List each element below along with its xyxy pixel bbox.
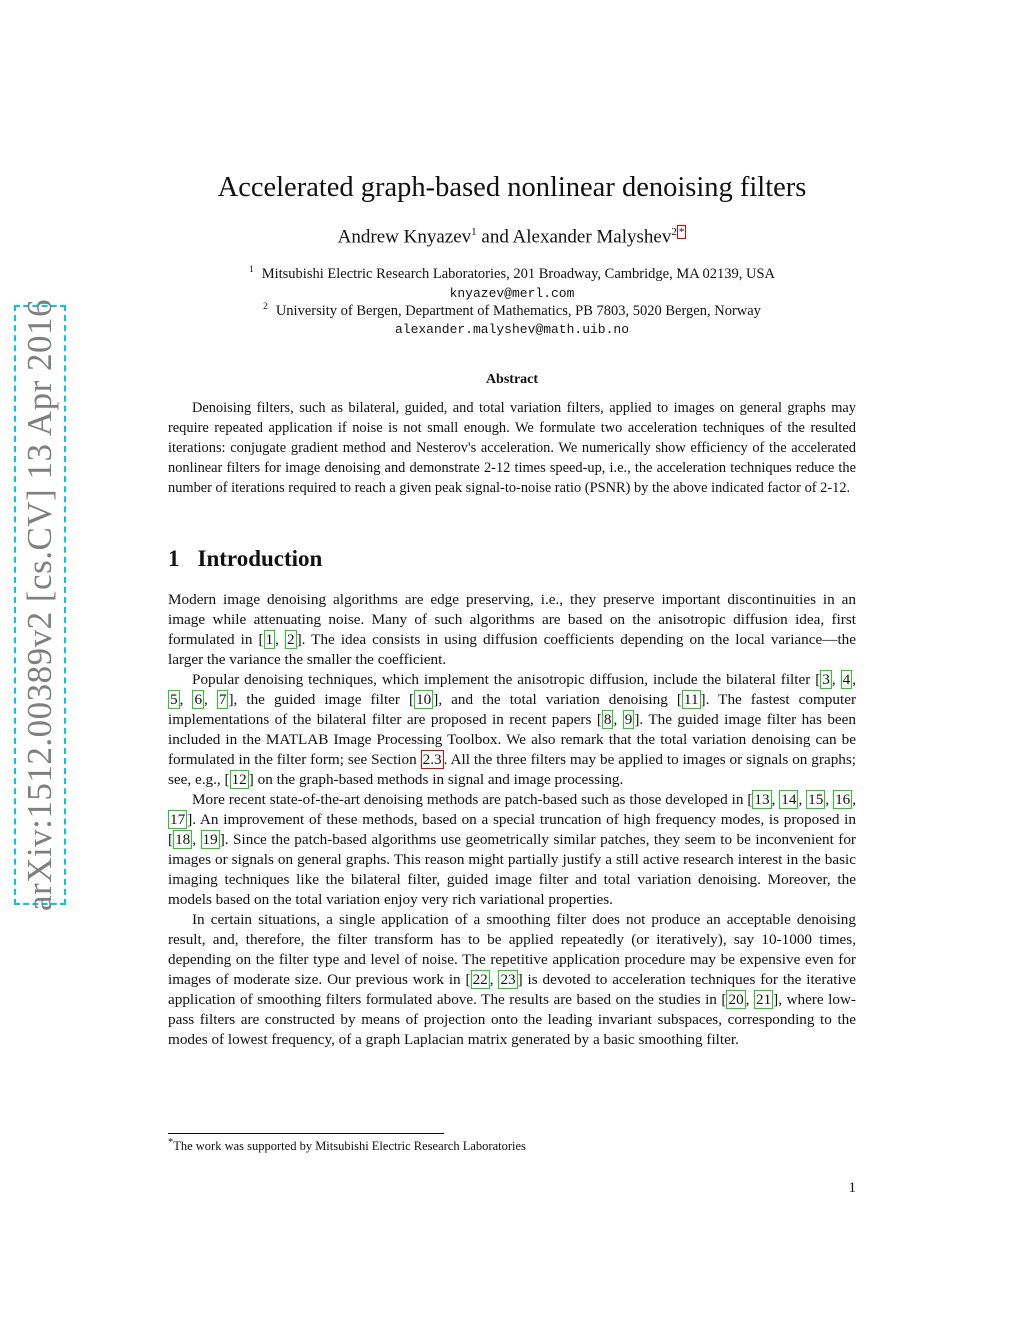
citation-link[interactable]: 6 bbox=[194, 691, 203, 708]
citation-link[interactable]: 16 bbox=[835, 791, 851, 808]
paragraph-1: Modern image denoising algorithms are edge preserving, i.e., they preserve important discontinuities in an image while attenuating noise. Many of such algorithms are based on the anisotropic diffusion idea, first formulated in [ 1 , 2 ]. The idea consists in using diffusion coefficients depending on the local variance—the larger the variance the smaller the coefficient. bbox=[168, 591, 856, 668]
citation-link[interactable]: 22 bbox=[472, 971, 488, 988]
citation-link[interactable]: 3 bbox=[822, 671, 830, 688]
citation-link[interactable]: 2 bbox=[286, 631, 295, 648]
author-line bbox=[0, 226, 1024, 248]
author-2: Alexander Malyshev bbox=[512, 226, 672, 248]
affiliation-2 bbox=[0, 302, 1024, 320]
section-link[interactable]: 2.3 bbox=[422, 751, 442, 768]
citation-link[interactable]: 19 bbox=[202, 831, 218, 848]
citation-link[interactable]: 13 bbox=[754, 791, 770, 808]
citation-link[interactable]: 8 bbox=[603, 711, 612, 728]
citation-link[interactable]: 1 bbox=[265, 631, 274, 648]
paragraph-4: In certain situations, a single application of a smoothing filter does not produce an acceptable denoising result, and, therefore, the filter transform has to be applied repeatedly (or iteratively), say 10-1000 times, depending on the filter type and level of noise. The repetitive application procedure may be expensive even for images of moderate size. Our previous work in [ 22 , 23 ] is devoted to acceleration techniques for the iterative application of smoothing filters formulated above. The results are based on the studies in [ 20 , 21 ], where low-pass filters are constructed by means of projection onto the leading invariant subspaces, corresponding to the modes of lowest frequency, of a graph Laplacian matrix generated by a basic smoothing filter. bbox=[168, 911, 856, 1048]
citation-link[interactable]: 21 bbox=[755, 991, 772, 1008]
citation-link[interactable]: 7 bbox=[218, 691, 227, 708]
paper-title: Accelerated graph-based nonlinear denoising filters bbox=[217, 172, 807, 203]
affiliation-1-text: Mitsubishi Electric Research Laboratories, 201 Broadway, Cambridge, MA 02139, USA bbox=[261, 265, 776, 282]
arxiv-side-stamp bbox=[14, 298, 66, 912]
affiliation-1-mark: 1 bbox=[248, 265, 254, 275]
author-1-mark: 1 bbox=[471, 226, 477, 238]
citation-link[interactable]: 14 bbox=[781, 791, 797, 808]
citation-link[interactable]: 15 bbox=[808, 791, 824, 808]
citation-link[interactable]: 12 bbox=[231, 771, 247, 788]
arxiv-identifier: arXiv:1512.00389v2 [cs.CV] 13 Apr 2016 bbox=[20, 298, 59, 912]
section-number: 1 bbox=[168, 546, 180, 571]
citation-link[interactable]: 23 bbox=[500, 971, 516, 988]
footnote bbox=[168, 1137, 526, 1154]
paragraph-2: Popular denoising techniques, which implement the anisotropic diffusion, include the bilateral filter [ 3 , 4 , 5 , 6 , 7 ], the guided image filter [ 10 ], and the total variation denoising [ 11 ]. The fastest computer implementations of the bilateral filter are proposed in recent papers [ 8 , 9 ]. The guided image filter has been included in the MATLAB Image Processing Toolbox. We also remark that the total variation denoising can be formulated in the filter form; see Section 2.3 . All the three filters may be applied to images or signals on graphs; see, e.g., [ 12 ] on the graph-based methods in signal and image processing. bbox=[168, 671, 857, 788]
section-title: Introduction bbox=[197, 546, 323, 571]
paragraph-3: More recent state-of-the-art denoising methods are patch-based such as those developed in [ 13 , 14 , 15 , 16 , 17 ]. An improvement of these methods, based on a special truncation of high frequency modes, is proposed in [ 18 , 19 ]. Since the patch-based algorithms use geometrically similar patches, they seem to be inconvenient for images or signals on general graphs. This reason might partially justify a still active research interest in the basic imaging techniques like the bilateral filter, guided image filter and total variation denoising. Moreover, the models based on the total variation enjoy very rich variational properties. bbox=[168, 791, 857, 908]
author-2-mark: 2 bbox=[671, 226, 677, 238]
page-number: 1 bbox=[848, 1180, 856, 1196]
footnote-rule bbox=[168, 1133, 444, 1134]
citation-link[interactable]: 5 bbox=[170, 691, 178, 708]
footnote-mark: * bbox=[168, 1137, 174, 1148]
section-heading bbox=[168, 546, 322, 572]
affiliation-2-email: alexander.malyshev@math.uib.no bbox=[394, 322, 630, 337]
citation-link[interactable]: 18 bbox=[175, 831, 191, 848]
citation-link[interactable]: 10 bbox=[416, 691, 432, 708]
abstract-heading: Abstract bbox=[485, 372, 539, 387]
body-text bbox=[168, 590, 856, 1050]
citation-link[interactable]: 4 bbox=[842, 671, 851, 688]
citation-link[interactable]: 20 bbox=[728, 991, 744, 1008]
footnote-text: The work was supported by Mitsubishi Electric Research Laboratories bbox=[173, 1139, 526, 1154]
citation-link[interactable]: 17 bbox=[170, 811, 186, 828]
affiliation-1 bbox=[0, 265, 1024, 283]
affiliation-2-text: University of Bergen, Department of Mathematics, PB 7803, 5020 Bergen, Norway bbox=[275, 302, 761, 319]
affiliation-2-mark: 2 bbox=[263, 302, 268, 312]
citation-link[interactable]: 9 bbox=[624, 711, 633, 728]
footnote-link[interactable]: * bbox=[678, 226, 685, 238]
author-separator: and bbox=[476, 226, 513, 248]
abstract-text: Denoising filters, such as bilateral, guided, and total variation filters, applied to images on general graphs may require repeated application if noise is not small enough. We formulate two acceleration techniques of the resulted iterations: conjugate gradient method and Nesterov's acceleration. We numerically show efficiency of the accelerated nonlinear filters for image denoising and demonstrate 2-12 times speed-up, i.e., the acceleration techniques reduce the number of iterations required to reach a given peak signal-to-noise ratio (PSNR) by the above indicated factor of 2-12. bbox=[168, 400, 856, 496]
author-1: Andrew Knyazev bbox=[337, 226, 472, 248]
affiliation-1-email: knyazev@merl.com bbox=[449, 286, 575, 301]
citation-link[interactable]: 11 bbox=[683, 691, 699, 708]
